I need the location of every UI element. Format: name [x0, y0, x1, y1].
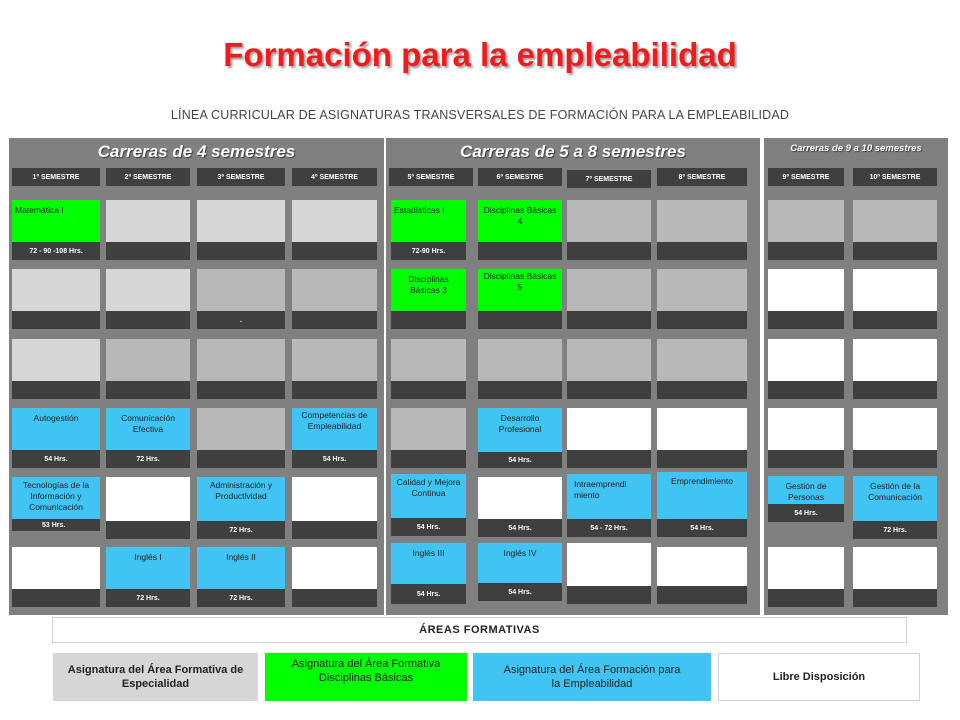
course-slot — [853, 200, 937, 260]
course-hours: 72 Hrs. — [106, 589, 190, 607]
course-slot — [768, 408, 844, 468]
course-hours: 54 - 72 Hrs. — [567, 519, 651, 537]
course-name: Disciplinas Básicas 3 — [408, 274, 449, 295]
course-disciplinas-4 — [478, 200, 562, 260]
course-intraemprendimiento — [567, 474, 651, 537]
course-slot — [106, 200, 190, 260]
semester-header-6: 6º SEMESTRE — [478, 168, 562, 186]
semester-header-2: 2º SEMESTRE — [106, 168, 190, 186]
course-slot — [12, 339, 100, 399]
course-name: Inglés I — [134, 552, 162, 562]
course-name: Tecnologías de la Información y Comunicación — [22, 480, 90, 512]
course-hours: 54 Hrs. — [391, 584, 466, 604]
course-slot — [106, 339, 190, 399]
course-hours: 54 Hrs. — [292, 450, 377, 468]
semester-header-1: 1º SEMESTRE — [12, 168, 100, 186]
semester-header-3: 3º SEMESTRE — [197, 168, 285, 186]
semester-header-4: 4º SEMESTRE — [292, 168, 377, 186]
course-slot — [853, 339, 937, 399]
course-name: Desarrollo Profesional — [498, 413, 542, 434]
course-emprendimiento — [657, 472, 747, 537]
legend-disciplinas-basicas: Asignatura del Área Formativa Disciplinas Básicas — [265, 653, 467, 701]
course-name: Estadísticas I — [394, 205, 445, 215]
course-administracion — [197, 477, 285, 539]
course-hours: 54 Hrs. — [478, 583, 562, 601]
panel-title-9-10-semestres: Carreras de 9 a 10 semestres — [790, 143, 922, 154]
course-slot — [768, 339, 844, 399]
course-name: Gestión de la Comunicación — [868, 481, 922, 502]
course-estadisticas — [391, 200, 466, 260]
page-title: Formación para la empleabilidad — [223, 36, 737, 73]
course-slot — [853, 269, 937, 329]
course-hours: 72 Hrs. — [197, 521, 285, 539]
course-slot — [567, 200, 651, 260]
course-slot — [391, 339, 466, 399]
semester-header-8: 8º SEMESTRE — [657, 168, 747, 186]
course-hours: 72 - 90 -108 Hrs. — [12, 242, 100, 260]
course-calidad — [391, 474, 466, 536]
course-disciplinas-3 — [391, 269, 466, 329]
course-slot — [12, 547, 100, 607]
course-slot — [197, 408, 285, 468]
course-ingles-3 — [391, 543, 466, 604]
page-subtitle: LÍNEA CURRICULAR DE ASIGNATURAS TRANSVERSALES DE FORMACIÓN PARA LA EMPLEABILIDAD — [170, 108, 790, 122]
semester-header-9: 9º SEMESTRE — [768, 168, 844, 186]
course-slot — [657, 408, 747, 468]
course-name: Disciplinas Básicas 4 — [483, 205, 557, 226]
course-slot — [391, 408, 466, 468]
course-ingles-4 — [478, 543, 562, 601]
course-hours: 72 Hrs. — [106, 450, 190, 468]
course-slot — [853, 408, 937, 468]
course-slot — [197, 269, 285, 329]
course-hours: 54 Hrs. — [478, 452, 562, 468]
course-slot — [768, 200, 844, 260]
course-name: Inglés II — [226, 552, 256, 562]
course-slot — [292, 269, 377, 329]
course-slot — [768, 269, 844, 329]
course-slot — [657, 269, 747, 329]
course-comunicacion-efectiva — [106, 408, 190, 468]
panel-title-4-semestres: Carreras de 4 semestres — [97, 142, 296, 161]
course-slot — [292, 477, 377, 539]
course-name: Autogestión — [33, 413, 79, 423]
course-gestion-personas — [768, 476, 844, 522]
course-slot — [567, 269, 651, 329]
legend-libre-disposicion: Libre Disposición — [718, 653, 920, 701]
course-name: Gestión de Personas — [785, 481, 827, 502]
course-name: Disciplinas Básicas 5 — [483, 271, 557, 292]
course-slot — [292, 200, 377, 260]
course-slot — [292, 547, 377, 607]
course-hours: . — [197, 311, 285, 329]
course-hours: 53 Hrs. — [12, 519, 100, 531]
course-name: Matemática I — [15, 205, 64, 215]
course-slot — [657, 547, 747, 604]
course-hours: 54 Hrs. — [657, 519, 747, 537]
course-gestion-comunicacion — [853, 476, 937, 539]
course-hours: 72-90 Hrs. — [391, 242, 466, 260]
course-slot — [567, 543, 651, 604]
course-slot — [197, 339, 285, 399]
course-slot — [106, 269, 190, 329]
course-slot — [292, 339, 377, 399]
course-hours: 54 Hrs. — [12, 450, 100, 468]
course-hours: 54 Hrs. — [768, 504, 844, 522]
semester-header-10: 10º SEMESTRE — [853, 168, 937, 186]
course-desarrollo-profesional — [478, 408, 562, 468]
course-name: Inglés III — [412, 548, 445, 558]
course-slot — [853, 547, 937, 607]
course-ingles-2 — [197, 547, 285, 607]
panel-title-5-8-semestres: Carreras de 5 a 8 semestres — [460, 142, 686, 161]
course-matematica — [12, 200, 100, 260]
course-name: Comunicación Efectiva — [121, 413, 175, 434]
course-name: Intraemprendi miento — [574, 479, 627, 500]
course-hours: 72 Hrs. — [197, 589, 285, 607]
course-slot — [567, 339, 651, 399]
legend-empleabilidad: Asignatura del Área Formación para la Empleabilidad — [473, 653, 711, 701]
course-slot — [106, 477, 190, 539]
course-autogestion — [12, 408, 100, 468]
course-slot — [12, 269, 100, 329]
course-hours: 54 Hrs. — [391, 518, 466, 536]
course-tic — [12, 477, 100, 531]
course-slot — [478, 339, 562, 399]
course-hours: 54 Hrs. — [478, 519, 562, 537]
course-name: Administración y Productividad — [209, 480, 273, 501]
legend-especialidad: Asignatura del Área Formativa de Especialidad — [53, 653, 258, 701]
course-disciplinas-5 — [478, 269, 562, 329]
course-slot — [478, 477, 562, 537]
course-slot — [657, 339, 747, 399]
course-slot — [197, 200, 285, 260]
course-slot — [567, 408, 651, 468]
course-name: Emprendimiento — [671, 476, 733, 486]
course-ingles-1 — [106, 547, 190, 607]
course-competencias — [292, 408, 377, 468]
semester-header-5: 5º SEMESTRE — [389, 168, 473, 186]
course-hours: 72 Hrs. — [853, 521, 937, 539]
semester-header-7: 7º SEMESTRE — [567, 170, 651, 188]
course-name: Competencias de Empleabilidad — [301, 410, 368, 431]
course-slot — [768, 547, 844, 607]
course-name: Inglés IV — [503, 548, 537, 558]
course-slot — [657, 200, 747, 260]
areas-formativas-title: ÁREAS FORMATIVAS — [52, 617, 907, 643]
course-name: Calidad y Mejora Continua — [396, 477, 461, 498]
